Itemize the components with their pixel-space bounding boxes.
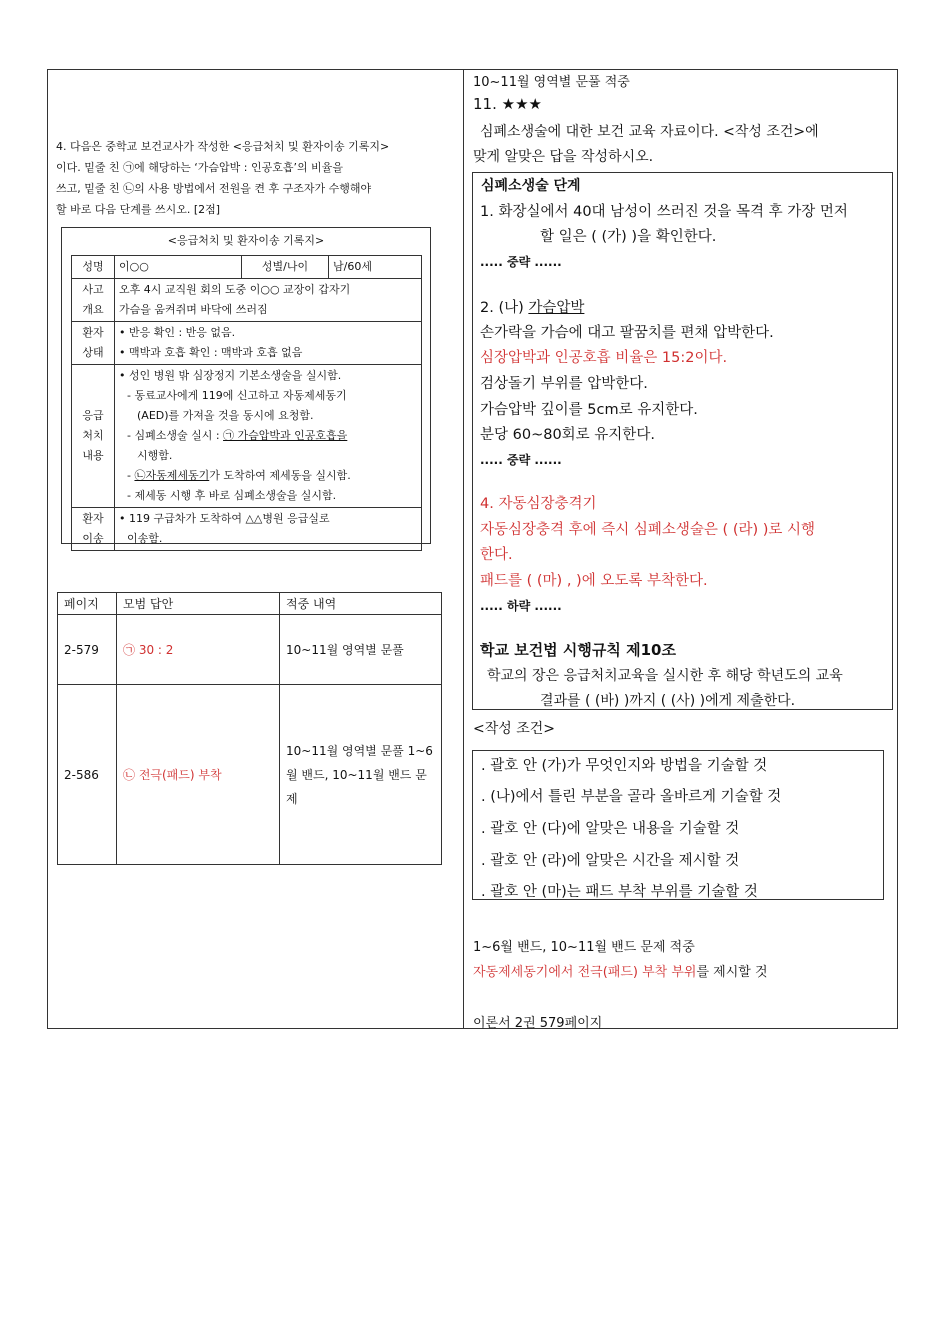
step2-line-4: 가슴압박 깊이를 5cm로 유지한다.: [480, 402, 698, 418]
step1-line-1: 1. 화장실에서 40대 남성이 쓰러진 것을 목격 후 가장 먼저: [480, 204, 848, 220]
step1-line-2: 할 일은 ( (가) )을 확인한다.: [540, 229, 717, 245]
care-content: [115, 365, 422, 508]
status-label: 환자 상태: [72, 322, 115, 365]
care-line-3: (AED)를 가져올 것을 동시에 요청함.: [137, 409, 314, 422]
law-line-1: 학교의 장은 응급처치교육을 실시한 후 해당 학년도의 교육: [487, 668, 843, 684]
record-form: [61, 227, 431, 544]
question-number: 11. ★★★: [473, 95, 542, 113]
condition-4: . 괄호 안 (라)에 알맞은 시간을 제시할 것: [481, 853, 740, 869]
reference: 이론서 2권 579페이지: [473, 1016, 603, 1031]
answer-row-1-hit: 10~11월 영역별 문풀: [280, 615, 442, 685]
transfer-content: [115, 508, 422, 551]
accident-content: [115, 279, 422, 322]
q4-line-4: 할 바로 다음 단계를 쓰시오. [2점]: [56, 203, 221, 216]
care-line-4-prefix: - 심폐소생술 실시 :: [127, 429, 224, 442]
accident-line-2: 가슴을 움켜쥐며 바닥에 쓰러짐: [119, 303, 268, 316]
status-content: [115, 322, 422, 365]
ellipsis-2: ..... 중략 ......: [480, 453, 562, 467]
q4-line-1: 4. 다음은 중학교 보건교사가 작성한 <응급처치 및 환자이송 기록지>: [56, 140, 390, 153]
question-4: [56, 136, 456, 220]
step2-line-2: 심장압박과 인공호흡 비율은 15:2이다.: [480, 350, 728, 366]
answer-row-2-page: 2-586: [58, 685, 117, 865]
step4-line-2: 한다.: [480, 547, 513, 563]
transfer-label: 환자 이송: [72, 508, 115, 551]
care-line-4: [119, 426, 417, 446]
condition-5: . 괄호 안 (마)는 패드 부착 부위를 기술할 것: [481, 884, 758, 900]
care-line-5: 시행함.: [137, 449, 173, 462]
accident-line-1: 오후 4시 교직원 회의 도중 이○○ 교장이 갑자기: [119, 283, 351, 296]
step2-line-1: 손가락을 가슴에 대고 팔꿈치를 편채 압박한다.: [480, 325, 774, 341]
law-line-2: 결과를 ( (바) )까지 ( (사) )에게 제출한다.: [540, 693, 796, 709]
step2-title: 가슴압박: [528, 300, 585, 316]
q4-line-3: 쓰고, 밑줄 친 ㉡의 사용 방법에서 전원을 켠 후 구조자가 수행해야: [56, 182, 372, 195]
intro-line-1: 심폐소생술에 대한 보건 교육 자료이다. <작성 조건>에: [480, 124, 819, 140]
care-line-6-suffix: 가 도착하여 제세동을 실시함.: [209, 469, 351, 482]
condition-1: . 괄호 안 (가)가 무엇인지와 방법을 기술할 것: [481, 758, 768, 774]
care-line-6-prefix: -: [127, 469, 135, 482]
record-table: [71, 255, 422, 551]
condition-2: . (나)에서 틀린 부분을 골라 올바르게 기술할 것: [481, 789, 782, 805]
top-label: 10~11월 영역별 문풀 적중: [473, 75, 630, 90]
hit-detail-red: 자동제세동기에서 전극(패드) 부착 부위: [473, 965, 697, 980]
care-line-6: [119, 466, 417, 486]
care-line-2: - 동료교사에게 119에 신고하고 자동제세동기: [127, 389, 347, 402]
answer-table: [57, 592, 442, 865]
underline-b: ㉡자동제세동기: [134, 469, 210, 482]
status-line-2: • 맥박과 호흡 확인 : 맥박과 호흡 없음: [119, 346, 303, 359]
answer-header-page: 페이지: [58, 593, 117, 615]
record-form-title: <응급처치 및 환자이송 기록지>: [167, 234, 325, 247]
box-title: 심폐소생술 단계: [481, 178, 581, 194]
step2-heading: [480, 296, 584, 317]
answer-header-hit: 적중 내역: [280, 593, 442, 615]
care-line-1: • 성인 병원 밖 심장정지 기본소생술을 실시함.: [119, 369, 342, 382]
q4-line-2: 이다. 밑줄 친 ㉠에 해당하는 ‘가슴압박 : 인공호흡’의 비율을: [56, 161, 343, 174]
status-line-1: • 반응 확인 : 반응 없음.: [119, 326, 236, 339]
answer-row-1-answer: ㉠ 30 : 2: [117, 615, 280, 685]
accident-label: 사고 개요: [72, 279, 115, 322]
name-label: 성명: [72, 256, 115, 279]
care-line-7: - 제세동 시행 후 바로 심폐소생술을 실시함.: [127, 489, 337, 502]
care-label: 응급 처치 내용: [72, 365, 115, 508]
sexage-label: 성별/나이: [242, 256, 329, 279]
answer-row-1-page: 2-579: [58, 615, 117, 685]
transfer-line-1: • 119 구급차가 도착하여 △△병원 응급실로: [119, 512, 330, 525]
transfer-line-2: 이송함.: [127, 532, 163, 545]
condition-3: . 괄호 안 (다)에 알맞은 내용을 기술할 것: [481, 821, 740, 837]
answer-row-2-hit: 10~11월 영역별 문풀 1~6월 밴드, 10~11월 밴드 문제: [280, 685, 442, 865]
step4-title: 4. 자동심장충격기: [480, 496, 597, 512]
hit-detail-tail: 를 제시할 것: [696, 965, 768, 980]
ellipsis-3: ..... 하략 ......: [480, 599, 562, 613]
column-divider: [463, 69, 464, 1029]
step2-line-3: 검상돌기 부위를 압박한다.: [480, 376, 648, 392]
step4-line-1: 자동심장충격 후에 즉시 심폐소생술은 ( (라) )로 시행: [480, 522, 816, 538]
hit-note: 1~6월 밴드, 10~11월 밴드 문제 적중: [473, 940, 695, 955]
hit-detail: [473, 961, 768, 980]
step2-number: 2. (나): [480, 300, 529, 316]
step4-line-3: 패드를 ( (마) , )에 오도록 부착한다.: [480, 573, 708, 589]
underline-a: ㉠ 가슴압박과 인공호흡을: [223, 429, 348, 442]
intro-line-2: 맞게 알맞은 답을 작성하시오.: [473, 149, 654, 165]
ellipsis-1: ..... 중략 ......: [480, 255, 562, 269]
sexage-value: 남/60세: [329, 256, 422, 279]
answer-row-2-answer: ㉡ 전극(패드) 부착: [117, 685, 280, 865]
law-title: 학교 보건법 시행규칙 제10조: [480, 641, 676, 659]
step2-line-5: 분당 60~80회로 유지한다.: [480, 427, 655, 443]
conditions-label: <작성 조건>: [473, 721, 556, 737]
name-value: 이○○: [115, 256, 242, 279]
answer-header-answer: 모범 답안: [117, 593, 280, 615]
